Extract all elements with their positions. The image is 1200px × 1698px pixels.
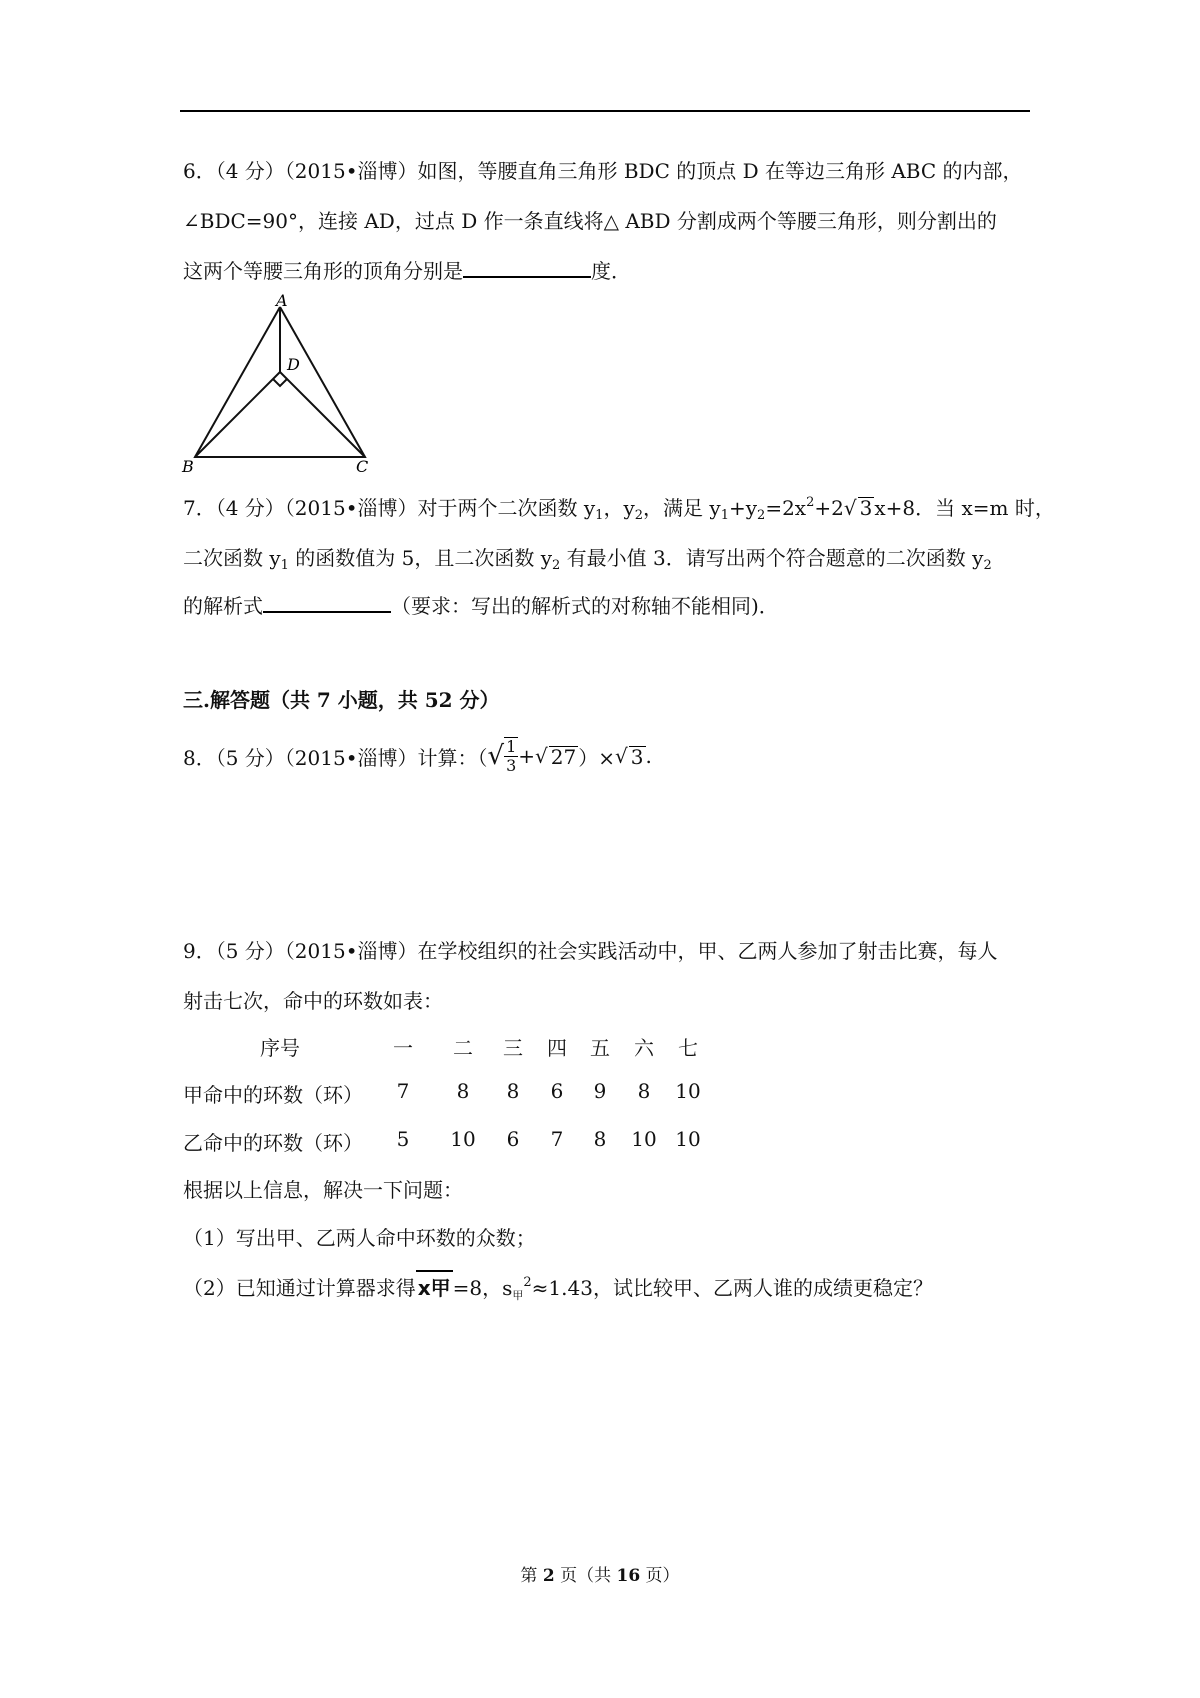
q6-answer-blank (463, 258, 591, 278)
q6-line3-text: 这两个等腰三角形的顶角分别是 (183, 259, 463, 283)
table-cell: 10 (450, 1127, 476, 1151)
label-a: A (276, 292, 288, 310)
q9-line2: 射击七次，命中的环数如表： (183, 989, 443, 1013)
table-row-label: 乙命中的环数（环） (183, 1131, 363, 1155)
page-number: 2 (542, 1566, 555, 1586)
q9-line1: 9．（5 分）（2015•淄博）在学校组织的社会实践活动中，甲、乙两人参加了射击比赛，每人 (183, 939, 998, 963)
segment-cd (280, 372, 365, 457)
table-header-cell: 二 (453, 1036, 473, 1060)
table-cell: 6 (550, 1079, 564, 1103)
table-header-cell: 一 (393, 1036, 413, 1060)
segment-bd (195, 372, 280, 457)
table-cell: 10 (675, 1127, 701, 1151)
table-header-cell: 序号 (260, 1036, 300, 1060)
table-cell: 8 (637, 1079, 651, 1103)
q9-intro: 根据以上信息，解决一下问题： (183, 1178, 463, 1202)
q6-line3-end: 度． (591, 259, 631, 283)
q8-sqrt-27: 27 (550, 744, 577, 769)
table-header-cell: 六 (634, 1036, 654, 1060)
q6-triangle-figure (180, 292, 380, 474)
table-cell: 6 (506, 1127, 520, 1151)
q6-line3 (183, 255, 631, 284)
table-header-cell: 五 (590, 1036, 610, 1060)
q7-line1: 7．（4 分）（2015•淄博）对于两个二次函数 $y_1$，$y_2$，满足 $y_1+y_2=2x^2+2√$ 3 x+8．当 x=m 时， (183, 495, 1055, 523)
table-cell: 8 (506, 1079, 520, 1103)
section3-title: 三.解答题（共 7 小题，共 52 分） (183, 688, 500, 712)
q8-sqrt-3: 3 (630, 744, 644, 769)
total-pages: 16 (616, 1566, 641, 1586)
q7-line2: 二次函数 $y_1$ 的函数值为 5，且二次函数 $y_2$ 有最小值 3．请写出两个符合题意的二次函数 $y_2$ (183, 546, 992, 573)
header-rule (180, 110, 1030, 112)
label-c: C (356, 457, 369, 474)
q6-line2: ∠BDC=90°，连接 AD，过点 D 作一条直线将△ ABD 分割成两个等腰三角形，则分割出的 (183, 209, 997, 233)
q7-sqrt: 3 (859, 496, 873, 520)
right-angle-mark (273, 379, 287, 386)
table-cell: 7 (396, 1079, 410, 1103)
q7-line3: 的解析式 （要求：写出的解析式的对称轴不能相同)． (183, 594, 779, 618)
table-cell: 10 (675, 1079, 701, 1103)
table-cell: 8 (456, 1079, 470, 1103)
q9-sub2: （2）已知通过计算器求得 x甲 =8，$s_甲^2\approx 1.43$，试比较甲、乙两人谁的成绩更稳定？ (183, 1270, 933, 1303)
q8-line: 8．（5 分）（2015•淄博）计算：（ √ $\frac{1}{3}$ + √ 27 ）× √ 3 . (183, 737, 652, 775)
table-header-cell: 三 (503, 1036, 523, 1060)
table-cell: 9 (593, 1079, 607, 1103)
q7-answer-blank (263, 593, 391, 613)
q8-frac: $\frac{1}{3}$ (506, 737, 517, 775)
page-footer: 第 2 页（共 16 页） (520, 1566, 680, 1586)
table-header-cell: 七 (678, 1036, 698, 1060)
table-header-cell: 四 (547, 1036, 567, 1060)
table-cell: 7 (550, 1127, 564, 1151)
q9-sub1: （1）写出甲、乙两人命中环数的众数； (183, 1226, 536, 1250)
label-d: D (287, 355, 300, 374)
x-bar-symbol: x甲 (416, 1270, 453, 1301)
table-row-label: 甲命中的环数（环） (183, 1083, 363, 1107)
q6-line1: 6．（4 分）（2015•淄博）如图，等腰直角三角形 BDC 的顶点 D 在等边三角形 ABC 的内部， (183, 159, 1023, 183)
table-cell: 8 (593, 1127, 607, 1151)
label-b: B (182, 457, 194, 474)
table-cell: 10 (631, 1127, 657, 1151)
table-cell: 5 (396, 1127, 410, 1151)
